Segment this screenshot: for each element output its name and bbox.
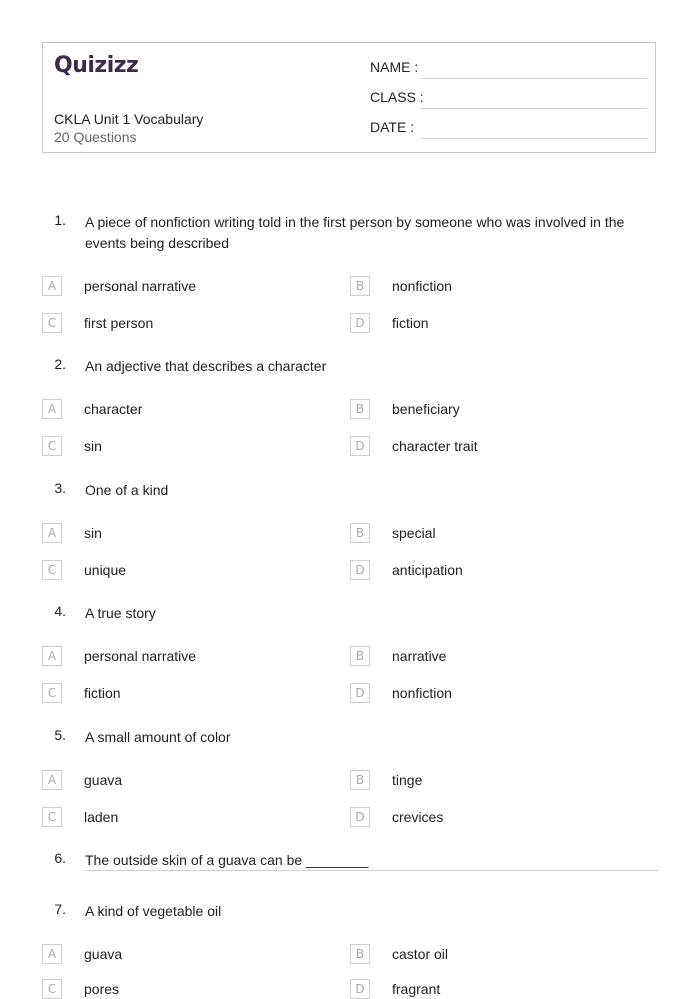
question-number: 1.	[54, 212, 66, 228]
option-letter: D	[350, 436, 370, 456]
option-letter: C	[42, 436, 62, 456]
option-letter: B	[350, 399, 370, 419]
option-letter: B	[350, 944, 370, 964]
option-letter: D	[350, 560, 370, 580]
option-text: personal narrative	[84, 648, 197, 664]
option-text: special	[392, 525, 436, 541]
option-letter: D	[350, 807, 370, 827]
option-letter: A	[42, 770, 62, 790]
option-letter: B	[350, 276, 370, 296]
option-letter: B	[350, 646, 370, 666]
option-text: narrative	[392, 648, 447, 664]
date-field[interactable]	[370, 119, 647, 139]
question-number: 6.	[54, 850, 66, 866]
question-text: One of a kind	[85, 482, 169, 498]
option-text: guava	[84, 772, 123, 788]
option-text: sin	[84, 525, 102, 541]
question-count: 20 Questions	[54, 129, 137, 145]
question-text: The outside skin of a guava can be ________	[85, 852, 369, 868]
option-letter: A	[42, 646, 62, 666]
option-text: laden	[84, 809, 119, 825]
name-field[interactable]	[370, 59, 647, 79]
option-text: sin	[84, 438, 102, 454]
option-letter: A	[42, 399, 62, 419]
option-letter: D	[350, 979, 370, 999]
option-letter: D	[350, 683, 370, 703]
option-text: personal narrative	[84, 278, 197, 294]
option-text: unique	[84, 562, 127, 578]
question-text: A small amount of color	[85, 729, 231, 745]
option-letter: C	[42, 313, 62, 333]
option-text: fiction	[392, 315, 429, 331]
option-text: pores	[84, 981, 120, 997]
question-text: An adjective that describes a character	[85, 358, 327, 374]
class-line[interactable]	[421, 108, 647, 109]
question-number: 5.	[54, 727, 66, 743]
option-letter: B	[350, 523, 370, 543]
option-letter: A	[42, 276, 62, 296]
option-text: tinge	[392, 772, 423, 788]
class-field[interactable]	[370, 89, 647, 109]
option-letter: A	[42, 944, 62, 964]
option-text: character	[84, 401, 143, 417]
option-letter: D	[350, 313, 370, 333]
worksheet-header	[42, 42, 656, 153]
question-text: A piece of nonfiction writing told in the first person by someone who was involved in the events being described	[85, 214, 625, 251]
option-text: anticipation	[392, 562, 463, 578]
option-letter: C	[42, 683, 62, 703]
option-text: character trait	[392, 438, 478, 454]
date-line[interactable]	[421, 138, 647, 139]
worksheet-title: CKLA Unit 1 Vocabulary	[54, 111, 204, 127]
question-text: A kind of vegetable oil	[85, 903, 222, 919]
option-letter: C	[42, 979, 62, 999]
option-letter: B	[350, 770, 370, 790]
question-number: 3.	[54, 480, 66, 496]
answer-line[interactable]	[85, 870, 658, 871]
option-text: nonfiction	[392, 278, 452, 294]
option-text: fiction	[84, 685, 121, 701]
option-letter: C	[42, 560, 62, 580]
option-letter: C	[42, 807, 62, 827]
option-text: crevices	[392, 809, 444, 825]
question-number: 7.	[54, 901, 66, 917]
option-text: castor oil	[392, 946, 449, 962]
option-letter: A	[42, 523, 62, 543]
quizizz-logo: Quizizz	[54, 53, 139, 78]
question-number: 2.	[54, 356, 66, 372]
option-text: guava	[84, 946, 123, 962]
option-text: beneficiary	[392, 401, 460, 417]
option-text: nonfiction	[392, 685, 452, 701]
question-number: 4.	[54, 603, 66, 619]
class-label: CLASS :	[370, 89, 424, 105]
date-label: DATE :	[370, 119, 415, 135]
name-line[interactable]	[421, 78, 647, 79]
name-label: NAME :	[370, 59, 419, 75]
question-text: A true story	[85, 605, 156, 621]
option-text: fragrant	[392, 981, 441, 997]
option-text: first person	[84, 315, 154, 331]
